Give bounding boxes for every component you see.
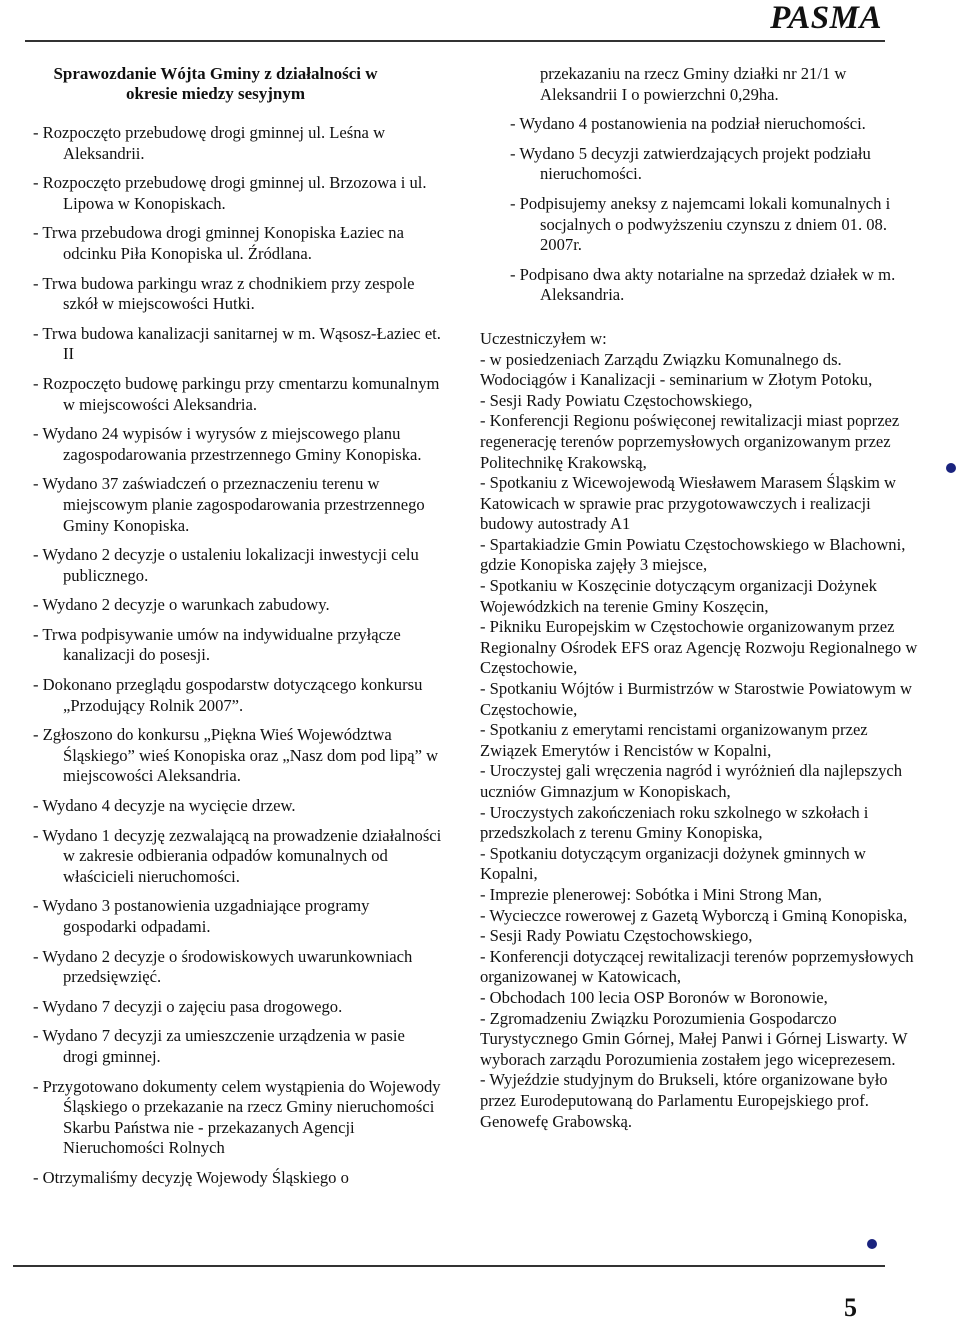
- report-entry: - Trwa budowa kanalizacji sanitarnej w m. Wąsosz-Łaziec et. II: [33, 323, 441, 364]
- participation-item: - Uroczystej gali wręczenia nagród i wyróżnień dla najlepszych uczniów Gimnazjum w Konopiskach,: [480, 761, 903, 801]
- end-of-article-bullet-icon: [867, 1239, 877, 1249]
- report-entry: - Trwa przebudowa drogi gminnej Konopiska Łaziec na odcinku Piła Konopiska ul. Źródlana.: [33, 223, 404, 263]
- participation-section: [480, 329, 920, 1132]
- report-entry: - Wydano 2 decyzje o warunkach zabudowy.: [33, 595, 330, 615]
- participation-heading: Uczestniczyłem w:: [480, 328, 607, 348]
- page-number: 5: [844, 1293, 857, 1322]
- participation-item: - Spotkaniu dotyczącym organizacji dożynek gminnych w Kopalni,: [480, 843, 866, 884]
- report-entry: - Wydano 7 decyzji o zajęciu pasa drogowego.: [33, 996, 343, 1016]
- report-entry: - Wydano 2 decyzje o ustaleniu lokalizacji inwestycji celu publicznego.: [33, 545, 419, 585]
- report-entry: - Podpisano dwa akty notarialne na sprzedaż działek w m. Aleksandria.: [510, 264, 896, 305]
- report-title-line-1: Sprawozdanie Wójta Gminy z działalności w: [53, 64, 378, 83]
- magazine-masthead: PASMA: [770, 0, 882, 36]
- participation-item: - w posiedzeniach Zarządu Związku Komunalnego ds. Wodociągów i Kanalizacji - seminarium w Złotym Potoku,: [480, 349, 873, 390]
- side-bullet-icon: [946, 463, 956, 473]
- participation-item: - Spotkaniu Wójtów i Burmistrzów w Starostwie Powiatowym w Częstochowie,: [480, 679, 913, 719]
- report-entry: - Otrzymaliśmy decyzję Wojewody Śląskiego o: [33, 1167, 349, 1187]
- report-entry: - Trwa podpisywanie umów na indywidualne przyłącze kanalizacji do posesji.: [33, 624, 401, 665]
- participation-item: - Obchodach 100 lecia OSP Boronów w Boronowie,: [480, 987, 828, 1007]
- report-entry-continuation: przekazaniu na rzecz Gminy działki nr 21/1 w Aleksandrii I o powierzchni 0,29ha.: [540, 64, 847, 104]
- participation-item: - Spotkaniu w Koszęcinie dotyczącym organizacji Dożynek Wojewódzkich na terenie Gminy Koszęcin,: [480, 576, 877, 616]
- participation-item: - Wycieczce rowerowej z Gazetą Wyborczą i Gminą Konopiska,: [480, 905, 908, 925]
- footer-rule: [13, 1265, 885, 1267]
- report-entry: - Wydano 37 zaświadczeń o przeznaczeniu terenu w miejscowym planie zagospodarowania przestrzennego Gminy Konopiska.: [33, 474, 425, 535]
- report-title-line-2: okresie miedzy sesyjnym: [125, 84, 306, 103]
- report-title: [33, 64, 398, 104]
- participation-item: - Imprezie plenerowej: Sobótka i Mini Strong Man,: [480, 884, 822, 904]
- report-entry: - Wydano 1 decyzję zezwalającą na prowadzenie działalności w zakresie odbierania odpadów komunalnych od właścicieli nieruchomości.: [33, 825, 442, 886]
- report-entry: - Wydano 2 decyzje o środowiskowych uwarunkowniach przedsięwzięć.: [33, 946, 413, 987]
- report-entry: - Wydano 24 wypisów i wyrysów z miejscowego planu zagospodarowania przestrzennego Gminy Konopiska.: [33, 424, 422, 464]
- report-entry: - Rozpoczęto przebudowę drogi gminnej ul. Brzozowa i ul. Lipowa w Konopiskach.: [33, 173, 427, 213]
- report-entry: - Trwa budowa parkingu wraz z chodnikiem przy zespole szkół w miejscowości Hutki.: [33, 273, 415, 314]
- participation-item: - Konferencji Regionu poświęconej rewitalizacji miast poprzez regenerację terenów poprzemysłowych organizowanym przez Politechnikę Krakowską,: [480, 411, 900, 472]
- report-entry: - Rozpoczęto budowę parkingu przy cmentarzu komunalnym w miejscowości Aleksandria.: [33, 373, 440, 414]
- left-column: [33, 64, 443, 1198]
- participation-item: - Spartakiadzie Gmin Powiatu Częstochowskiego w Blachowni, gdzie Konopiska zajęły 3 miejsce,: [480, 534, 906, 575]
- participation-item: - Zgromadzeniu Związku Porozumienia Gospodarczo Turystycznego Gmin Górnej, Małej Panwi i Górnej Liswarty. W wyborach zarządu Porozumienia zostałem jego wiceprezesem.: [480, 1008, 908, 1069]
- participation-item: - Uroczystych zakończeniach roku szkolnego w szkołach i przedszkolach z terenu Gminy Konopiska,: [480, 802, 869, 843]
- report-entry: - Wydano 3 postanowienia uzgadniające programy gospodarki odpadami.: [33, 896, 370, 936]
- participation-item: - Sesji Rady Powiatu Częstochowskiego,: [480, 390, 753, 410]
- report-entry: - Rozpoczęto przebudowę drogi gminnej ul. Leśna w Aleksandrii.: [33, 123, 386, 163]
- report-entry: - Podpisujemy aneksy z najemcami lokali komunalnych i socjalnych o podwyższeniu czynszu z dniem 01. 08. 2007r.: [510, 193, 891, 255]
- participation-item: - Pikniku Europejskim w Częstochowie organizowanym przez Regionalny Ośrodek EFS oraz Agencję Rozwoju Regionalnego w Częstochowie,: [480, 617, 918, 678]
- report-entry: - Wydano 7 decyzji za umieszczenie urządzenia w pasie drogi gminnej.: [33, 1026, 405, 1066]
- right-column: [480, 64, 920, 1132]
- report-entry: - Wydano 4 postanowienia na podział nieruchomości.: [510, 114, 866, 134]
- participation-item: - Konferencji dotyczącej rewitalizacji terenów poprzemysłowych organizowanej w Katowicach,: [480, 946, 914, 987]
- participation-item: - Wyjeździe studyjnym do Brukseli, które organizowane było przez Eurodeputowaną do Parlamentu Europejskiego prof. Genowefę Grabowską.: [480, 1070, 888, 1131]
- report-entry: - Przygotowano dokumenty celem wystąpienia do Wojewody Śląskiego o przekazanie na rzecz Gminy nieruchomości Skarbu Państwa nie - przekazanych Agencji Nieruchomości Rolnych: [33, 1076, 441, 1158]
- participation-item: - Spotkaniu z Wicewojewodą Wiesławem Marasem Śląskim w Katowicach w sprawie prac przygotowawczych i realizacji budowy autostrady A1: [480, 473, 897, 534]
- report-entry: - Wydano 5 decyzji zatwierdzających projekt podziału nieruchomości.: [510, 143, 871, 184]
- report-entry: - Wydano 4 decyzje na wycięcie drzew.: [33, 796, 296, 816]
- header-rule: [25, 40, 885, 42]
- participation-item: - Spotkaniu z emerytami rencistami organizowanym przez Związek Emerytów i Rencistów w Kopalni,: [480, 720, 868, 760]
- report-entry: - Zgłoszono do konkursu „Piękna Wieś Województwa Śląskiego” wieś Konopiska oraz „Nasz dom pod lipą” w miejscowości Aleksandria.: [33, 725, 439, 786]
- report-entry: - Dokonano przeglądu gospodarstw dotyczącego konkursu „Przodujący Rolnik 2007”.: [33, 675, 423, 715]
- participation-item: - Sesji Rady Powiatu Częstochowskiego,: [480, 926, 753, 946]
